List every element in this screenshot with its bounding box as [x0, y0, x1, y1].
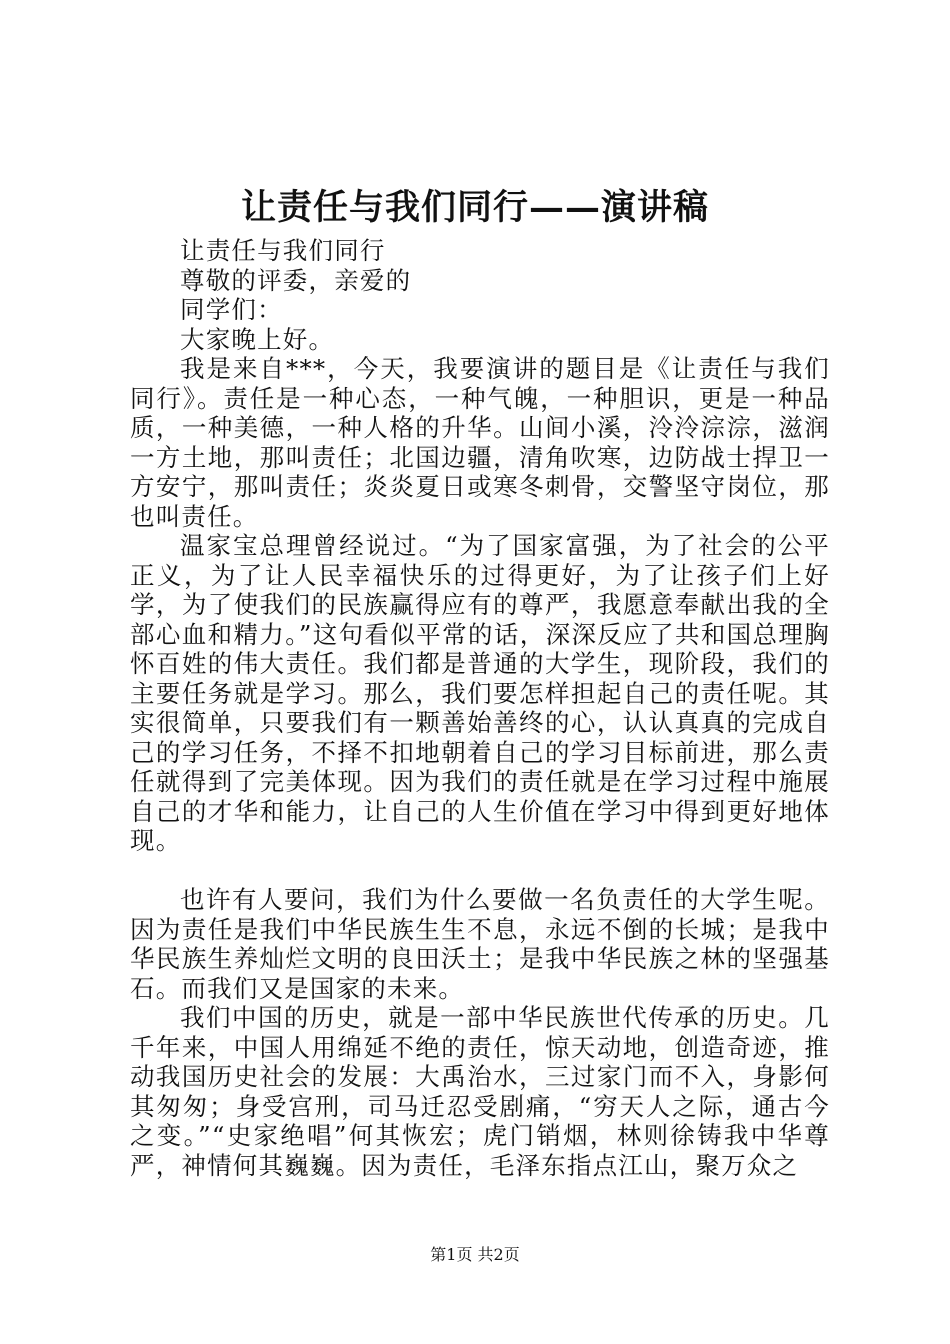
- paragraph-salutation-cont: 同学们：: [180, 295, 283, 324]
- paragraph-intro: 我是来自***，今天，我要演讲的题目是《让责任与我们同行》。责任是一种心态，一种气魄，一种胆识，更是一种品质，一种美德，一种人格的升华。山间小溪，泠泠淙淙，滋润一方土地，那叫责任；北国边疆，清角吹寒，边防战士捍卫一方安宁，那叫责任；炎炎夏日或寒冬刺骨，交警坚守岗位，那也叫责任。: [130, 354, 830, 531]
- paragraph-why: 也许有人要问，我们为什么要做一名负责任的大学生呢。因为责任是我们中华民族生生不息，永远不倒的长城；是我中华民族生养灿烂文明的良田沃土；是我中华民族之林的坚强基石。而我们又是国家的未来。: [130, 885, 830, 1003]
- paragraph-quote: 温家宝总理曾经说过。“为了国家富强，为了社会的公平正义，为了让人民幸福快乐的过得更好，为了让孩子们上好学，为了使我们的民族赢得应有的尊严，我愿意奉献出我的全部心血和精力。”这句看似平常的话，深深反应了共和国总理胸怀百姓的伟大责任。我们都是普通的大学生，现阶段，我们的主要任务就是学习。那么，我们要怎样担起自己的责任呢。其实很简单，只要我们有一颗善始善终的心，认认真真的完成自己的学习任务，不择不扣地朝着自己的学习目标前进，那么责任就得到了完美体现。因为我们的责任就是在学习过程中施展自己的才华和能力，让自己的人生价值在学习中得到更好地体现。: [130, 531, 830, 855]
- document-body: [130, 236, 830, 1180]
- document-title: 让责任与我们同行——演讲稿: [240, 187, 709, 228]
- page-footer: 第1页 共2页: [430, 1245, 520, 1264]
- paragraph-greeting: 大家晚上好。: [180, 324, 335, 354]
- paragraph-history: 我们中国的历史，就是一部中华民族世代传承的历史。几千年来，中国人用绵延不绝的责任，惊天动地，创造奇迹，推动我国历史社会的发展：大禹治水，三过家门而不入，身影何其匆匆；身受宫刑，司马迁忍受剧痛，“穷天人之际，通古今之变。”“史家绝唱”何其恢宏；虎门销烟，林则徐铸我中华尊严，神情何其巍巍。因为责任，毛泽东指点江山，聚万众之: [130, 1003, 830, 1180]
- paragraph-salutation: 尊敬的评委，亲爱的: [180, 265, 412, 295]
- paragraph-heading: 让责任与我们同行: [180, 236, 386, 265]
